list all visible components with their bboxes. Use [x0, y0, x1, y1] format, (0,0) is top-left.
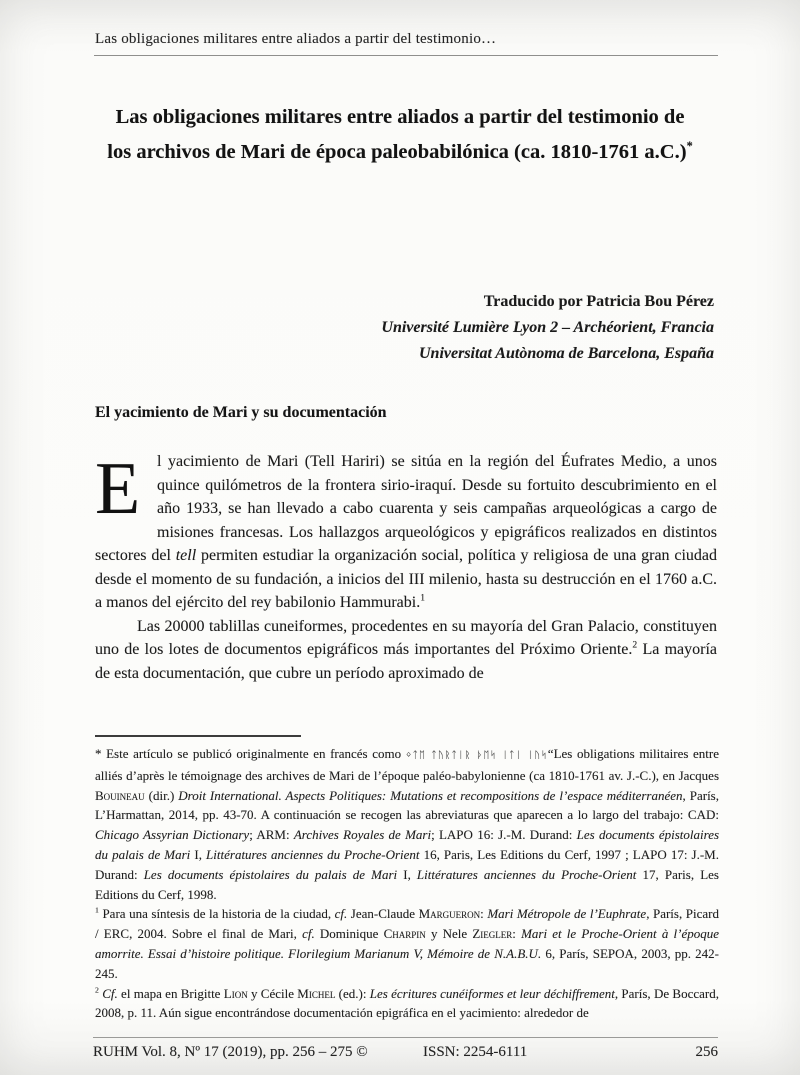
- footer-citation: RUHM Vol. 8, Nº 17 (2019), pp. 256 – 275 ©: [93, 1044, 368, 1060]
- footnote-1: $^1$ Para una síntesis de la historia de la ciudad, cf. Jean-Claude Margueron: Mari Métropole de l’Euphrate, París, Picard / ERC, 2004. Sobre el final de Mari, cf. Dominique Charpin y Nele Ziegler: Mari et le Proche-Orient à l’époque amorrite. Essai d’histoire politique. Florilegium Marianum V, Mémoire de N.A.B.U. 6, París, SEPOA, 2003, pp. 242-245.: [95, 906, 720, 981]
- footnote-star: * Este artículo se publicó originalmente en francés como ᛜᛏᛖ ᛏᚢᚱᛏᛁᚱ ᚦᛖᛋ ᛁᛏᛁ ᛁᚢᛋ“Les obligations militaires entre alliés d’après le témoignage des archives de Mari de l’époque paléo-babylonienne (ca 1810-1761 av. J.-C.), en Jacques Bouineau (dir.) Droit International. Aspects Politiques: Mutations et recompositions de l’espace méditerranéen, París, L’Harmattan, 2014, pp. 43-70. A continuación se recogen las abreviaturas que aparecen a lo largo del trabajo: CAD: Chicago Assyrian Dictionary; ARM: Archives Royales de Mari; LAPO 16: J.-M. Durand: Les documents épistolaires du palais de Mari I, Littératures anciennes du Proche-Orient 16, Paris, Les Editions du Cerf, 1997 ; LAPO 17: J.-M. Durand: Les documents épistolaires du palais de Mari I, Littératures anciennes du Proche-Orient 17, Paris, Les Editions du Cerf, 1998.: [95, 746, 720, 902]
- page-footer: [93, 1044, 718, 1066]
- author-block: [94, 289, 714, 367]
- affiliation-1: Université Lumière Lyon 2 – Archéorient, Francia: [381, 319, 714, 336]
- section-heading: El yacimiento de Mari y su documentación: [95, 404, 387, 421]
- body-paragraph-2: Las 20000 tablillas cuneiformes, procedentes en su mayoría del Gran Palacio, constituyen uno de los lotes de documentos epigráficos más importantes del Próximo Oriente.$^2$ La mayoría de esta documentación, que cubre un período aproximado de: [95, 617, 717, 682]
- footer-page-number: 256: [695, 1044, 718, 1060]
- footer-rule: [93, 1037, 718, 1038]
- running-header: Las obligaciones militares entre aliados a partir del testimonio…: [95, 31, 497, 47]
- footnote-2: $^2$ Cf. el mapa en Brigitte Lion y Cécile Michel (ed.): Les écritures cunéiformes et leur déchiffrement, París, De Boccard, 2008, p. 11. Aún sigue encontrándose documentación epigráfica en el yacimiento: alrededor de: [95, 985, 719, 1021]
- title-footnote-marker: *: [686, 139, 693, 154]
- title-line-1: Las obligaciones militares entre aliados a partir del testimonio de: [115, 106, 685, 128]
- body-text: [95, 450, 717, 685]
- footnotes: [95, 744, 719, 1023]
- header-rule: [94, 55, 718, 56]
- footnote-separator: [95, 735, 301, 737]
- translator-credit: Traducido por Patricia Bou Pérez: [483, 293, 714, 310]
- page-title: [50, 100, 750, 170]
- body-paragraph-1: E l yacimiento de Mari (Tell Hariri) se sitúa en la región del Éufrates Medio, a unos quince quilómetros de la frontera sirio-iraquí. Desde su fortuito descubrimiento en el año 1933, se han llevado a cabo cuarenta y seis campañas arqueológicas a cargo de misiones francesas. Los hallazgos arqueológicos y epigráficos realizados en distintos sectores del tell permiten estudiar la organización social, política y religiosa de una gran ciudad desde el momento de su fundación, a inicios del III milenio, hasta su destrucción en el 1760 a.C. a manos del ejército del rey babilonio Hammurabi.$^1$: [95, 448, 718, 611]
- title-line-2: los archivos de Mari de época paleobabilónica (ca. 1810-1761 a.C.)*: [107, 139, 693, 163]
- drop-cap: E: [95, 448, 141, 530]
- footer-issn: ISSN: 2254-6111: [423, 1044, 528, 1060]
- affiliation-2: Universitat Autònoma de Barcelona, España: [419, 345, 714, 362]
